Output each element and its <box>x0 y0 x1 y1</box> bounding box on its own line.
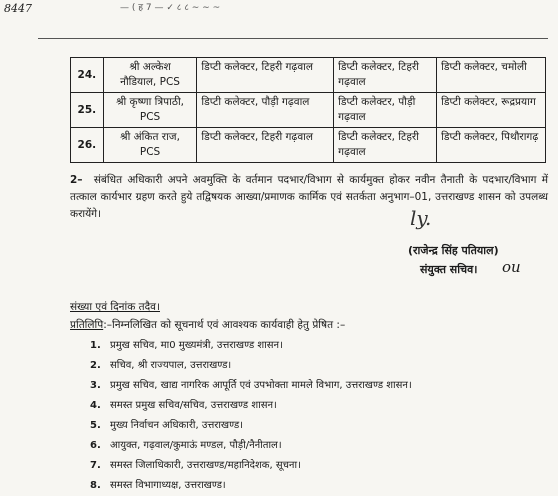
officer-name-cell <box>103 58 197 93</box>
column-1-cell: डिप्टी कलेक्टर, टिहरी गढ़वाल <box>197 58 334 93</box>
list-item-number: 2. <box>90 360 101 371</box>
header-divider <box>38 38 548 39</box>
officer-name: श्री कृष्णा त्रिपाठी, <box>116 96 185 108</box>
list-item-number: 1. <box>90 340 101 351</box>
officer-name: श्री अंकित राज, <box>120 131 180 143</box>
column-2-cell: डिप्टी कलेक्टर, टिहरी गढ़वाल <box>334 128 437 163</box>
officer-name: श्री अल्केश <box>129 61 171 73</box>
list-item-number: 7. <box>90 460 101 471</box>
copy-label: प्रतिलिपि <box>70 319 104 331</box>
officer-transfer-table <box>70 57 546 163</box>
list-item <box>90 456 412 476</box>
list-item-text: समस्त विभागाध्यक्ष, उत्तराखण्ड। <box>110 480 226 491</box>
list-item-number: 4. <box>90 400 101 411</box>
column-3-cell: डिप्टी कलेक्टर, चमोली <box>437 58 546 93</box>
signature-mark: ly. <box>410 206 432 230</box>
list-item-text: प्रमुख सचिव, खाद्य नागरिक आपूर्ति एवं उपभोक्ता मामले विभाग, उत्तराखण्ड शासन। <box>110 380 412 391</box>
list-item <box>90 376 412 396</box>
list-item <box>90 416 412 436</box>
signatory-initial: ou <box>502 258 521 276</box>
instruction-paragraph <box>70 172 548 223</box>
copy-rest: :–निम्नलिखित को सूचनार्थ एवं आवश्यक कार्यवाही हेतु प्रेषित :– <box>103 319 346 331</box>
table-row <box>71 58 546 93</box>
signatory-name: (राजेन्द्र सिंह पतियाल) <box>408 244 499 257</box>
officer-service: नौडियाल, PCS <box>120 76 180 88</box>
list-item <box>90 336 412 356</box>
list-item <box>90 396 412 416</box>
signatory-title: संयुक्त सचिव। <box>420 263 478 276</box>
copy-intro <box>70 318 345 332</box>
cropped-top-text: — ( ह 7 — ✓ ८ ८ ∼ ∼ ~ <box>120 3 221 12</box>
table-row <box>71 128 546 163</box>
serial-number-cell: 24. <box>71 58 104 93</box>
column-3-cell: डिप्टी कलेक्टर, रूद्रप्रयाग <box>437 93 546 128</box>
copy-recipient-list <box>90 336 412 496</box>
list-item-text: सचिव, श्री राज्यपाल, उत्तराखण्ड। <box>110 360 232 371</box>
list-item <box>90 356 412 376</box>
paragraph-text: संबंधित अधिकारी अपने अवमुक्ति के वर्तमान पदभार/विभाग से कार्यमुक्त होकर नवीन तैनाती के पदभार/विभाग में तत्काल कार्यभार ग्रहण करते हुये तद्विषयक आख्या/प्रमाणक कार्मिक एवं सतर्कता अनुभाग–01, उत्तराखण्ड शासन को उपलब्ध करायेंगे। <box>70 174 549 220</box>
column-1-cell: डिप्टी कलेक्टर, पौड़ी गढ़वाल <box>197 93 334 128</box>
column-2-cell: डिप्टी कलेक्टर, टिहरी गढ़वाल <box>334 58 437 93</box>
serial-number-cell: 25. <box>71 93 104 128</box>
list-item-number: 6. <box>90 440 101 451</box>
list-item <box>90 436 412 456</box>
list-item-text: प्रमुख सचिव, मा0 मुख्यमंत्री, उत्तराखण्ड शासन। <box>110 340 283 351</box>
paragraph-number: 2– <box>70 174 83 186</box>
list-item <box>90 476 412 496</box>
list-item-text: समस्त जिलाधिकारी, उत्तराखण्ड/महानिदेशक, सूचना। <box>110 460 301 471</box>
list-item-number: 5. <box>90 420 101 431</box>
officer-name-cell <box>103 128 197 163</box>
column-2-cell: डिप्टी कलेक्टर, पौड़ी गढ़वाल <box>334 93 437 128</box>
list-item-text: मुख्य निर्वाचन अधिकारी, उत्तराखण्ड। <box>110 420 244 431</box>
list-item-text: आयुक्त, गढ़वाल/कुमाऊं मण्डल, पौड़ी/नैनीताल। <box>110 440 282 451</box>
list-item-number: 8. <box>90 480 101 491</box>
column-1-cell: डिप्टी कलेक्टर, टिहरी गढ़वाल <box>197 128 334 163</box>
reference-line: संख्या एवं दिनांक तदैव। <box>70 301 160 313</box>
column-3-cell: डिप्टी कलेक्टर, पिथौरागढ़ <box>437 128 546 163</box>
list-item-text: समस्त प्रमुख सचिव/सचिव, उत्तराखण्ड शासन। <box>110 400 277 411</box>
officer-service: PCS <box>139 111 161 123</box>
officer-service: PCS <box>139 146 161 158</box>
table-row <box>71 93 546 128</box>
list-item-number: 3. <box>90 380 101 391</box>
margin-note: 8447 <box>4 2 32 15</box>
serial-number-cell: 26. <box>71 128 104 163</box>
officer-name-cell <box>103 93 197 128</box>
